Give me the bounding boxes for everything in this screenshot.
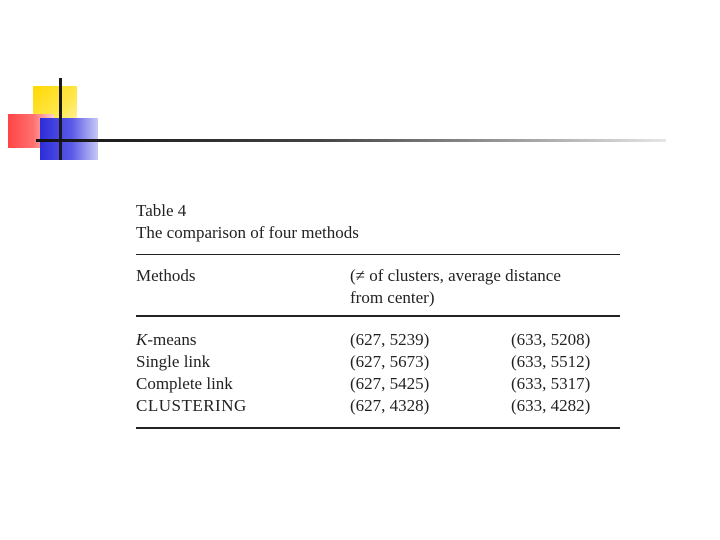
table-row xyxy=(136,351,620,373)
table-caption-title: The comparison of four methods xyxy=(136,223,359,242)
value1-cell: (627, 5673) xyxy=(350,352,430,371)
value2-cell: (633, 4282) xyxy=(511,396,591,415)
method-prefix: K xyxy=(136,330,148,349)
header-methods: Methods xyxy=(136,266,196,285)
method-cell: CLUSTERING xyxy=(136,396,247,415)
table-header-row xyxy=(136,255,620,315)
table-row xyxy=(136,373,620,395)
header-values xyxy=(350,265,620,309)
value1-cell: (627, 5425) xyxy=(350,374,430,393)
method-cell: Single link xyxy=(136,352,211,371)
header-values-line1: (≠ of clusters, average distance xyxy=(350,266,561,285)
table-row xyxy=(136,395,620,417)
table-row xyxy=(136,329,620,351)
value1-cell: (627, 5239) xyxy=(350,330,430,349)
method-cell: Complete link xyxy=(136,374,233,393)
value1-cell: (627, 4328) xyxy=(350,396,430,415)
method-cell xyxy=(136,329,196,351)
header-values-line2: from center) xyxy=(350,288,435,307)
value2-cell: (633, 5317) xyxy=(511,374,591,393)
table-bottom-rule xyxy=(136,427,620,429)
decor-vertical-rule xyxy=(59,78,62,160)
comparison-table xyxy=(136,200,620,429)
table-body xyxy=(136,317,620,427)
value2-cell: (633, 5512) xyxy=(511,352,591,371)
decor-horizontal-rule xyxy=(36,139,666,142)
method-suffix: -means xyxy=(147,330,197,349)
table-caption-number: Table 4 xyxy=(136,201,187,220)
value2-cell: (633, 5208) xyxy=(511,330,591,349)
